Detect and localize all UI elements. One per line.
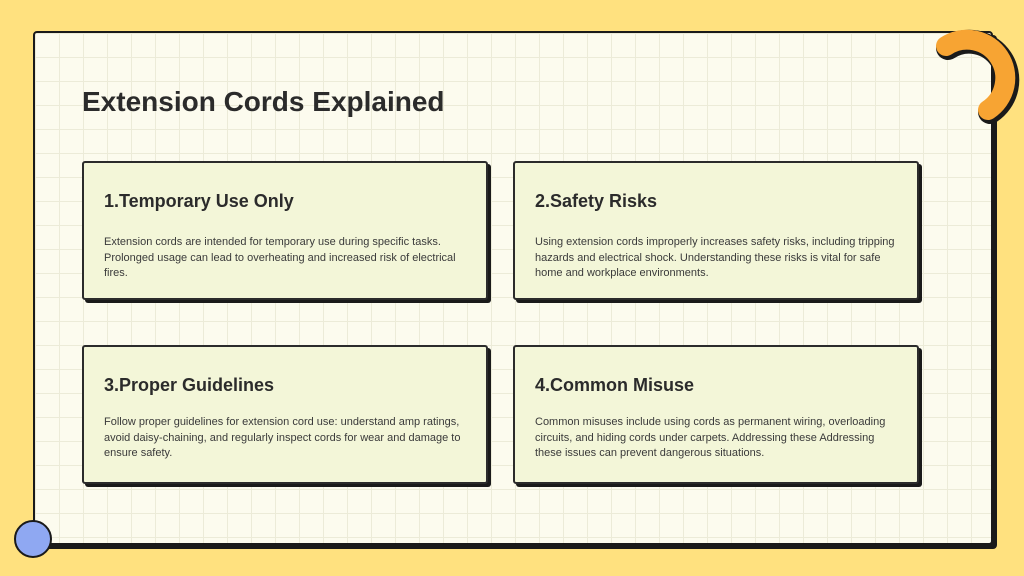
card-body: Follow proper guidelines for extension cord use: understand amp ratings, avoid daisy-chaining, and regularly inspect cords for wear and damage to ensure safety. bbox=[104, 416, 461, 459]
orange-arc-decoration bbox=[928, 18, 1024, 128]
card-title: 2.Safety Risks bbox=[535, 191, 658, 211]
card-title: 1.Temporary Use Only bbox=[104, 191, 294, 211]
slide-title: Extension Cords Explained bbox=[82, 86, 445, 117]
card-proper-guidelines bbox=[82, 345, 488, 484]
card-temporary-use bbox=[82, 161, 488, 300]
card-body: Extension cords are intended for temporary use during specific tasks. Prolonged usage can lead to overheating and increased risk of electrical fires. bbox=[104, 236, 456, 279]
card-safety-risks bbox=[513, 161, 919, 300]
card-title: 4.Common Misuse bbox=[535, 375, 695, 395]
card-title: 3.Proper Guidelines bbox=[104, 375, 275, 395]
blue-dot-decoration bbox=[14, 520, 52, 558]
card-body: Using extension cords improperly increases safety risks, including tripping hazards and electrical shock. Understanding these risks is vital for safe home and workplace environments. bbox=[535, 236, 895, 279]
card-common-misuse bbox=[513, 345, 919, 484]
card-body: Common misuses include using cords as permanent wiring, overloading circuits, and hiding cords under carpets. Addressing these Addressing these issues can prevent dangerous situations. bbox=[535, 416, 886, 459]
